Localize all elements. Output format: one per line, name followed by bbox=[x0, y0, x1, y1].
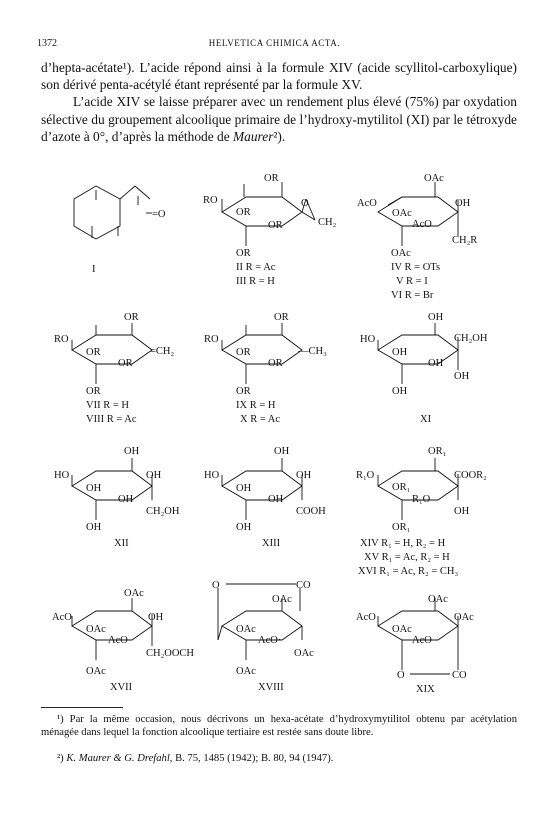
XVIII-r2: OAc bbox=[294, 648, 314, 659]
VII-bottom: OR bbox=[86, 386, 101, 397]
XVII-sub: CH₂OOCH bbox=[146, 648, 194, 659]
XIII-bottom: OH bbox=[236, 522, 252, 533]
VII-in2: OR bbox=[118, 358, 133, 369]
IX-sub: —CH₃ bbox=[298, 346, 327, 357]
XIX-caption: XIX bbox=[416, 684, 435, 695]
paragraph-2-text: L’acide XIV se laisse préparer avec un rendement plus élevé (75%) par oxydation sélective du groupement alcoolique primaire de l’hydroxy-mytilitol (XI) par le tétroxyde d’azote à 0°, d’après la méthode de bbox=[41, 94, 517, 144]
IV-cap2: V R = I bbox=[396, 276, 428, 287]
VII-sub: =CH₂ bbox=[150, 346, 175, 357]
II-ch2: CH₂ bbox=[318, 217, 337, 228]
XVIII-co: CO bbox=[296, 580, 311, 591]
structure-VII-VIII bbox=[72, 323, 152, 384]
XI-bottom: OH bbox=[392, 386, 408, 397]
XVIII-caption: XVIII bbox=[258, 682, 284, 693]
XII-sub: CH₂OH bbox=[146, 506, 180, 517]
IV-bottom: OAc bbox=[391, 248, 411, 259]
paragraph-2-end: ²). bbox=[273, 128, 286, 144]
XII-bottom: OH bbox=[86, 522, 102, 533]
IV-ch2r: CH₂R bbox=[452, 235, 478, 246]
footnote-2 bbox=[41, 752, 517, 765]
XIV-bottom: OR₁ bbox=[392, 522, 411, 533]
structure-XIV-XVI bbox=[378, 458, 458, 520]
XII-top: OH bbox=[124, 446, 140, 457]
XI-r1: CH₂OH bbox=[454, 333, 488, 344]
XIII-left: HO bbox=[204, 470, 220, 481]
IV-left: AcO bbox=[357, 198, 377, 209]
XI-r2: OH bbox=[454, 371, 470, 382]
VII-in1: OR bbox=[86, 347, 101, 358]
XII-right: OH bbox=[146, 470, 162, 481]
II-left: RO bbox=[203, 195, 218, 206]
IX-cap2: X R = Ac bbox=[240, 414, 281, 425]
VII-top: OR bbox=[124, 312, 139, 323]
IV-right: OH bbox=[455, 198, 471, 209]
XIX-top: OAc bbox=[428, 594, 448, 605]
IV-cap3: VI R = Br bbox=[391, 290, 434, 301]
structure-IX-X bbox=[222, 323, 302, 384]
XVIII-top: OAc bbox=[272, 594, 292, 605]
XIV-top: OR₁ bbox=[428, 446, 447, 457]
IX-bottom: OR bbox=[236, 386, 251, 397]
footnote-1 bbox=[41, 713, 517, 739]
II-cap2: III R = H bbox=[236, 276, 275, 287]
XII-in1: OH bbox=[86, 483, 102, 494]
footnote-rule bbox=[41, 707, 123, 708]
XVII-right: OH bbox=[148, 612, 164, 623]
XVII-left: AcO bbox=[52, 612, 72, 623]
structure-XII bbox=[72, 458, 152, 520]
VII-cap1: VII R = H bbox=[86, 400, 129, 411]
XVII-top: OAc bbox=[124, 588, 144, 599]
XVII-caption: XVII bbox=[110, 682, 133, 693]
XII-caption: XII bbox=[114, 538, 129, 549]
XVIII-in2: AcO· bbox=[258, 635, 282, 646]
paragraph-1: d’hepta-acétate¹). L’acide répond ainsi à la formule XIV (acide scyllitol-carboxylique) son dérivé penta-acétylé étant représenté par la formule XV. bbox=[41, 60, 517, 93]
IV-in1: OAc bbox=[392, 208, 412, 219]
XIV-r2: OH bbox=[454, 506, 470, 517]
XIV-left: R₁O bbox=[356, 470, 375, 481]
XII-left: HO bbox=[54, 470, 70, 481]
XIX-in1: OAc bbox=[392, 624, 412, 635]
IX-cap1: IX R = H bbox=[236, 400, 276, 411]
structure-XVII bbox=[72, 598, 152, 660]
XIII-top: OH bbox=[274, 446, 290, 457]
XIX-right: OAc bbox=[454, 612, 474, 623]
IX-left: RO bbox=[204, 334, 219, 345]
XIII-right: OH bbox=[296, 470, 312, 481]
XVIII-bottom: OAc bbox=[236, 666, 256, 677]
XIX-o: O bbox=[397, 670, 405, 681]
XI-left: HO bbox=[360, 334, 376, 345]
footnote-2-ref: , B. 75, 1485 (1942); B. 80, 94 (1947). bbox=[169, 753, 334, 764]
VII-cap2: VIII R = Ac bbox=[86, 414, 137, 425]
I-sub: =O bbox=[152, 209, 166, 220]
XIII-sub: COOH bbox=[296, 506, 326, 517]
footnote-1-text: ¹) Par la même occasion, nous décrivons un hexa-acétate d’hydroxymytilitol obtenu par acétylation ménagée dans lequel la fonction alcoolique tertiaire est restée sans doute libre. bbox=[41, 714, 517, 738]
XIII-in2: OH bbox=[268, 494, 284, 505]
IV-in2: AcO bbox=[412, 219, 432, 230]
VII-left: RO bbox=[54, 334, 69, 345]
II-in2: OR bbox=[268, 220, 283, 231]
XI-in2: OH bbox=[428, 358, 444, 369]
IV-top: OAc bbox=[424, 173, 444, 184]
XVII-in2: AcO bbox=[108, 635, 128, 646]
XIV-in2: R₁O bbox=[412, 494, 431, 505]
II-in1: OR bbox=[236, 207, 251, 218]
XIII-caption: XIII bbox=[262, 538, 281, 549]
XI-top: OH bbox=[428, 312, 444, 323]
XVII-in1: OAc bbox=[86, 624, 106, 635]
author-maurer: Maurer bbox=[233, 128, 274, 144]
II-top: OR bbox=[264, 173, 279, 184]
XVII-bottom: OAc bbox=[86, 666, 106, 677]
structure-XI bbox=[378, 323, 458, 384]
II-bottom: OR bbox=[236, 248, 251, 259]
XIII-in1: OH bbox=[236, 483, 252, 494]
XII-in2: OH bbox=[118, 494, 134, 505]
IX-top: OR bbox=[274, 312, 289, 323]
XVIII-o: O bbox=[212, 580, 220, 591]
IX-in1: OR bbox=[236, 347, 251, 358]
structure-IV-VI bbox=[378, 182, 458, 246]
page-number: 1372 bbox=[37, 38, 57, 49]
IV-cap1: IV R = OTs bbox=[391, 262, 441, 273]
XIX-co: CO bbox=[452, 670, 467, 681]
IX-in2: OR bbox=[268, 358, 283, 369]
XIV-cap1: XIV R₁ = H, R₂ = H bbox=[360, 538, 446, 549]
XI-caption: XI bbox=[420, 414, 432, 425]
XIX-left: AcO bbox=[356, 612, 376, 623]
journal-title: HELVETICA CHIMICA ACTA. bbox=[208, 38, 341, 48]
XIV-in1: OR₁ bbox=[392, 482, 411, 493]
II-epox: O bbox=[301, 198, 309, 209]
I-caption: I bbox=[92, 264, 96, 275]
XIV-right: COOR₂ bbox=[454, 470, 487, 481]
XIV-cap3: XVI R₁ = Ac, R₂ = CH₃ bbox=[358, 566, 459, 577]
footnote-2-mark: ²) bbox=[57, 753, 64, 764]
XIX-in2: AcO bbox=[412, 635, 432, 646]
XVIII-in1: OAc bbox=[236, 624, 256, 635]
structure-I bbox=[74, 186, 152, 239]
structure-XIII bbox=[222, 458, 302, 520]
II-cap1: II R = Ac bbox=[236, 262, 276, 273]
XI-in1: OH bbox=[392, 347, 408, 358]
XIV-cap2: XV R₁ = Ac, R₂ = H bbox=[364, 552, 450, 563]
footnote-2-authors: K. Maurer & G. Drefahl bbox=[66, 753, 170, 764]
